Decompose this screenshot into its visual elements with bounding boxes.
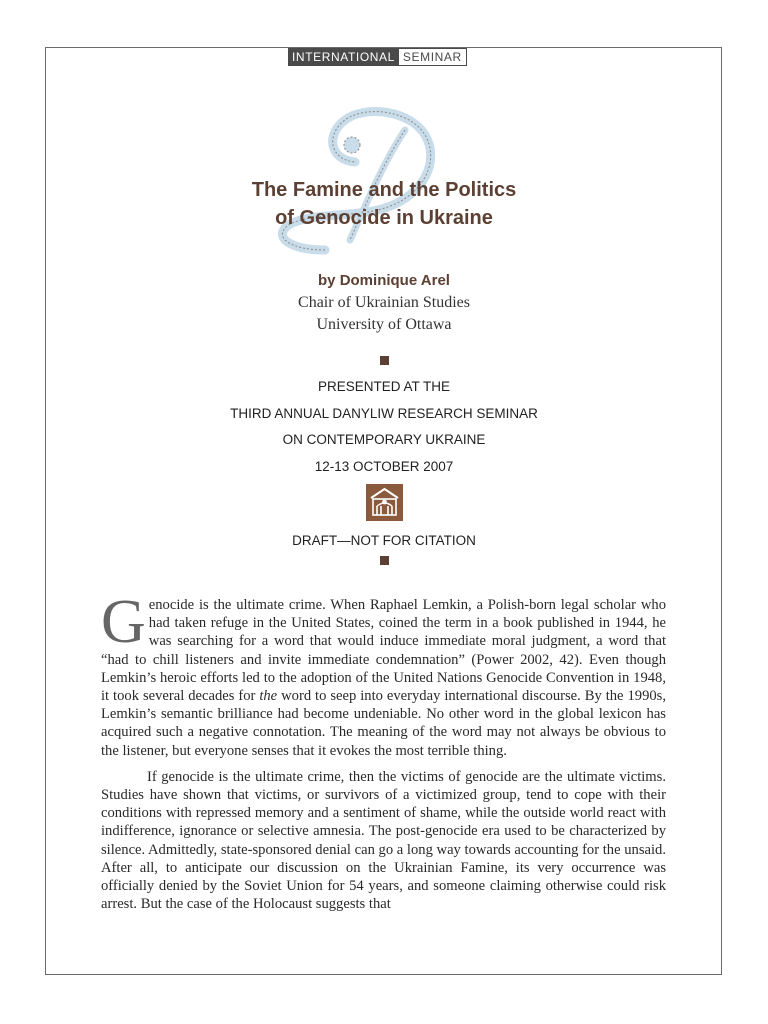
presented-line-2: THIRD ANNUAL DANYLIW RESEARCH SEMINAR: [230, 405, 538, 421]
presented-line-4: 12-13 OCTOBER 2007: [314, 458, 454, 474]
author-institution: University of Ottawa: [316, 316, 452, 333]
presented-line-3: ON CONTEMPORARY UKRAINE: [282, 432, 486, 447]
draft-notice: DRAFT—NOT FOR CITATION: [292, 533, 476, 548]
author-name: by Dominique Arel: [318, 272, 450, 289]
square-bullet-icon: [380, 556, 389, 565]
title-line-1: The Famine and the Politics: [251, 179, 517, 201]
body-text: [101, 588, 666, 921]
author-position: Chair of Ukrainian Studies: [298, 294, 470, 311]
presented-line-1: PRESENTED AT THE: [317, 379, 451, 394]
paragraph-2: If genocide is the ultimate crime, then the victims of genocide are the ultimate victims. Studies have shown that victims, or survivors of a victimized group, tend to cope with their conditions with repressed memory and a sentiment of shame, while the outside world react with indifference, ignorance or selective amnesia. The post-genocide era used to be characterized by silence. Admittedly, state-sponsored denial can go a long way towards accounting for the unsaid. After all, to anticipate our discussion on the Ukrainian Famine, its very occurrence was officially denied by the Soviet Union for 54 years, and someone claiming otherwise could risk arrest. But the case of the Holocaust suggests that: [101, 768, 666, 913]
paper-title: [0, 176, 768, 232]
section-tag: [288, 48, 467, 66]
title-line-2: of Genocide in Ukraine: [275, 207, 493, 229]
tag-seminar: SEMINAR: [399, 48, 467, 66]
presented-at-block: [0, 374, 768, 480]
square-bullet-icon: [380, 356, 389, 365]
drop-cap: G: [101, 588, 146, 656]
author-block: [0, 270, 768, 336]
paragraph-1: Genocide is the ultimate crime. When Raphael Lemkin, a Polish-born legal scholar who had taken refuge in the United States, coined the term in a book published in 1944, he was searching for a word that would induce immediate moral judgment, a word that “had to chill listeners and invite immediate condemnation” (Power 2002, 42). Even though Lemkin’s heroic efforts led to the adoption of the United Nations Genocide Convention in 1948, it took several decades for the word to seep into everyday international discourse. By the 1990s, Lemkin’s semantic brilliance had become undeniable. No other word in the global lexicon has acquired such a negative connotation. The meaning of the word may not always be obvious to the listener, but everyone senses that it evokes the most terrible thing.: [101, 588, 666, 759]
seminar-logo-icon: [366, 484, 403, 521]
tag-international: INTERNATIONAL: [288, 48, 399, 66]
